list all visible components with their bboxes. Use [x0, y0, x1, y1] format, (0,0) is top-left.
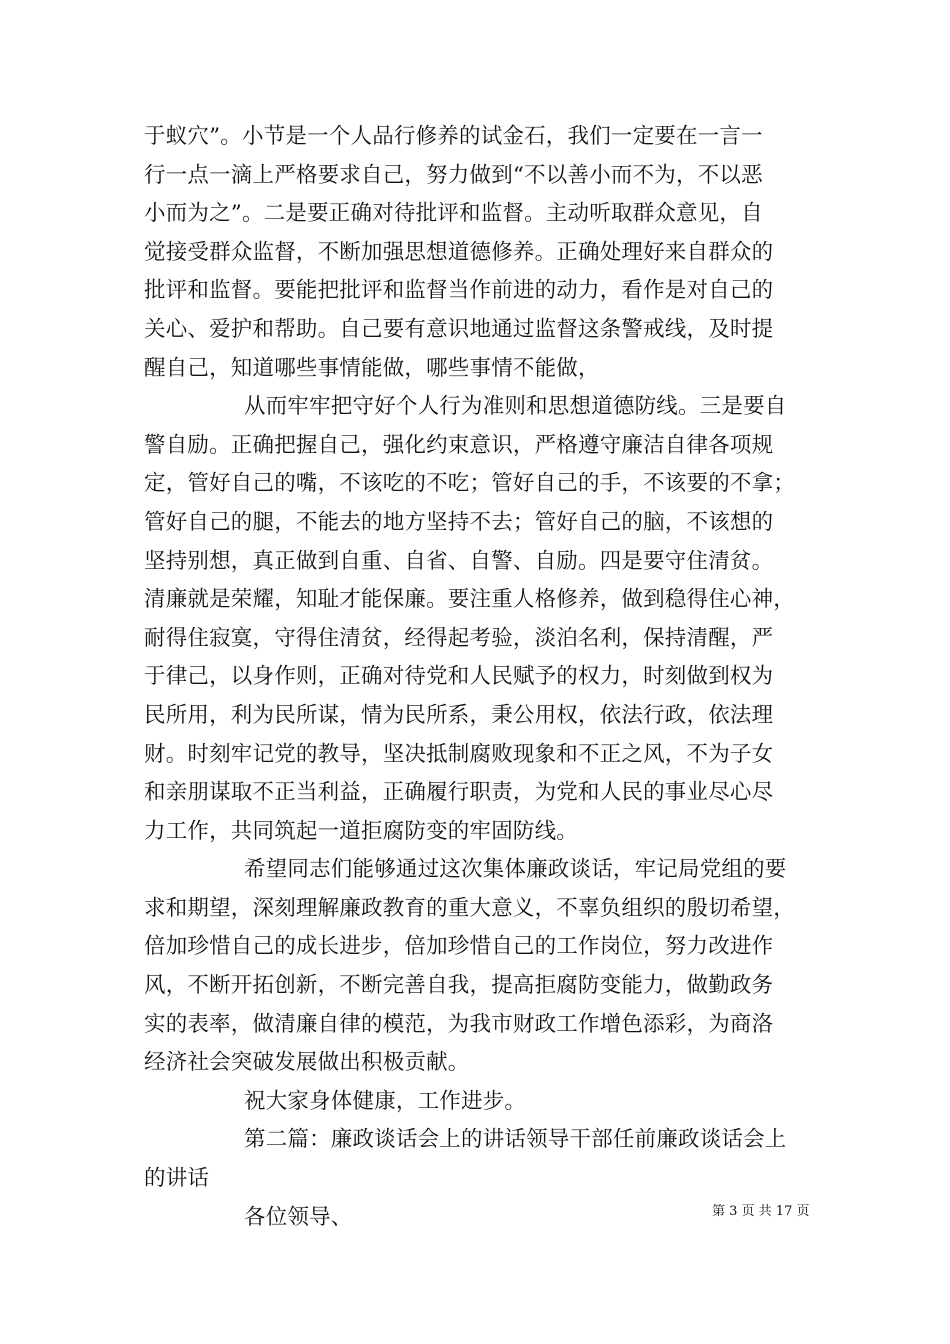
text-line: 希望同志们能够通过这次集体廉政谈话，牢记局党组的要 [244, 857, 787, 883]
text-line: 民所用，利为民所谋，情为民所系，秉公用权，依法行政，依法理 [144, 702, 774, 728]
text-line: 经济社会突破发展做出积极贡献。 [144, 1050, 470, 1076]
text-line: 定，管好自己的嘴，不该吃的不吃；管好自己的手，不该要的不拿； [144, 471, 796, 497]
text-line: 警自励。正确把握自己，强化约束意识，严格遵守廉洁自律各项规 [144, 432, 774, 458]
text-line: 小而为之”。二是要正确对待批评和监督。主动听取群众意见，自 [144, 201, 763, 227]
text-line: 各位领导、 [244, 1204, 353, 1230]
text-line: 觉接受群众监督，不断加强思想道德修养。正确处理好来自群众的 [144, 239, 774, 265]
text-line: 于律己，以身作则，正确对待党和人民赋予的权力，时刻做到权为 [144, 664, 774, 690]
text-line: 批评和监督。要能把批评和监督当作前进的动力，看作是对自己的 [144, 278, 774, 304]
text-line: 的讲话 [144, 1166, 210, 1192]
text-line: 倍加珍惜自己的成长进步，倍加珍惜自己的工作岗位，努力改进作 [144, 934, 774, 960]
text-line: 风，不断开拓创新，不断完善自我，提高拒腐防变能力，做勤政务 [144, 973, 774, 999]
text-line: 耐得住寂寞，守得住清贫，经得起考验，淡泊名利，保持清醒，严 [144, 625, 774, 651]
text-line: 关心、爱护和帮助。自己要有意识地通过监督这条警戒线，及时提 [144, 316, 774, 342]
text-line: 于蚁穴”。小节是一个人品行修养的试金石，我们一定要在一言一 [144, 124, 763, 149]
body-text [144, 118, 814, 1237]
text-line: 第二篇：廉政谈话会上的讲话领导干部任前廉政谈话会上 [244, 1127, 787, 1153]
text-line: 管好自己的腿，不能去的地方坚持不去；管好自己的脑，不该想的 [144, 509, 774, 535]
text-line: 醒自己，知道哪些事情能做，哪些事情不能做， [144, 355, 600, 381]
text-line: 财。时刻牢记党的教导，坚决抵制腐败现象和不正之风，不为子女 [144, 741, 774, 767]
text-line: 实的表率，做清廉自律的模范，为我市财政工作增色添彩，为商洛 [144, 1011, 774, 1037]
text-line: 坚持别想，真正做到自重、自省、自警、自励。四是要守住清贫。 [144, 548, 774, 574]
text-line: 祝大家身体健康，工作进步。 [244, 1088, 527, 1114]
text-line: 行一点一滴上严格要求自己，努力做到“不以善小而不为，不以恶 [144, 162, 763, 188]
text-line: 清廉就是荣耀，知耻才能保廉。要注重人格修养，做到稳得住心神， [144, 587, 796, 613]
text-line: 从而牢牢把守好个人行为准则和思想道德防线。三是要自 [244, 394, 787, 420]
text-line: 和亲朋谋取不正当利益，正确履行职责，为党和人民的事业尽心尽 [144, 780, 774, 806]
text-line: 力工作，共同筑起一道拒腐防变的牢固防线。 [144, 818, 579, 844]
text-line: 求和期望，深刻理解廉政教育的重大意义，不辜负组织的殷切希望， [144, 895, 796, 921]
page-number-footer: 第 3 页 共 17 页 [712, 1204, 810, 1219]
